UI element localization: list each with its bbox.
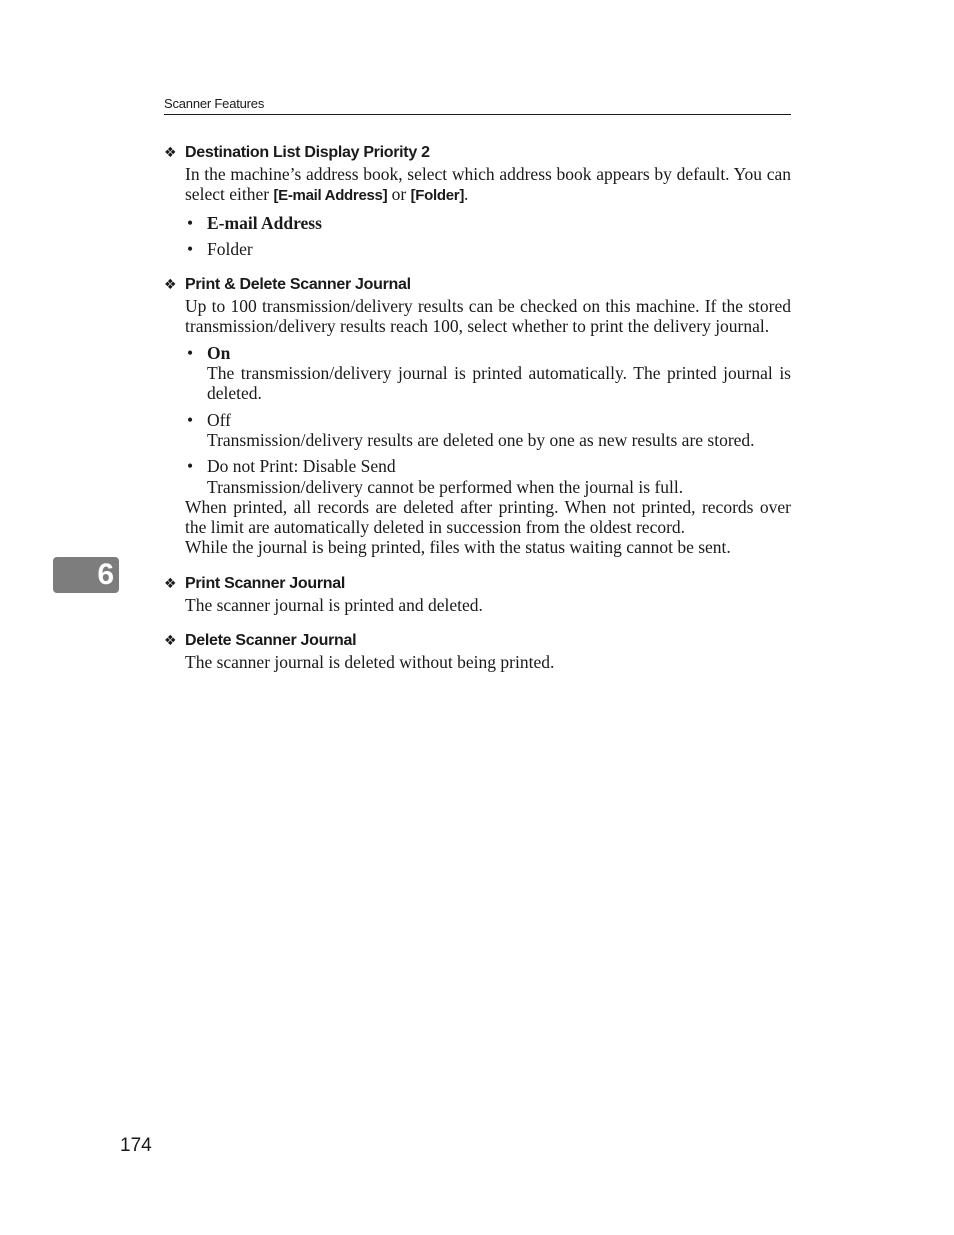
running-header: Scanner Features bbox=[164, 96, 265, 111]
page-content bbox=[164, 140, 791, 685]
option-description: Transmission/delivery cannot be performed when the journal is full. bbox=[207, 476, 684, 497]
list-item bbox=[185, 343, 791, 404]
paragraph: The scanner journal is deleted without being printed. bbox=[185, 652, 555, 673]
section-body bbox=[185, 164, 791, 259]
option-label: Off bbox=[207, 409, 231, 430]
option-label: Do not Print: Disable Send bbox=[207, 456, 396, 477]
paragraph: The scanner journal is printed and deleted. bbox=[185, 594, 483, 615]
diamond-bullet-icon: ❖ bbox=[164, 144, 177, 160]
paragraph: While the journal is being printed, files with the status waiting cannot be sent. bbox=[185, 537, 731, 558]
section-body bbox=[185, 296, 791, 558]
section-title: Print & Delete Scanner Journal bbox=[185, 276, 411, 294]
option-description: The transmission/delivery journal is printed automatically. The printed journal is deleted. bbox=[207, 363, 791, 404]
section-delete-journal bbox=[164, 628, 791, 672]
header-rule bbox=[164, 114, 791, 115]
text-run: . bbox=[464, 184, 469, 205]
option-list bbox=[185, 213, 791, 260]
chapter-tab bbox=[53, 557, 119, 593]
paragraph bbox=[185, 164, 791, 207]
key-email-address: [E-mail Address] bbox=[273, 187, 388, 205]
option-label: Folder bbox=[207, 238, 253, 259]
section-body bbox=[185, 652, 791, 672]
diamond-bullet-icon: ❖ bbox=[164, 574, 177, 591]
text-run: or bbox=[387, 184, 411, 205]
key-folder: [Folder] bbox=[410, 187, 465, 205]
section-print-journal bbox=[164, 571, 791, 615]
section-body bbox=[185, 595, 791, 615]
option-label: On bbox=[207, 342, 231, 363]
section-destination-list-priority bbox=[164, 140, 791, 259]
option-label: E-mail Address bbox=[207, 212, 322, 233]
section-heading bbox=[164, 140, 791, 164]
diamond-bullet-icon: ❖ bbox=[164, 632, 177, 649]
list-item bbox=[185, 456, 791, 497]
list-item bbox=[185, 213, 791, 233]
list-item bbox=[185, 239, 791, 259]
diamond-bullet-icon: ❖ bbox=[164, 276, 177, 293]
list-item bbox=[185, 410, 791, 451]
section-title: Delete Scanner Journal bbox=[185, 632, 357, 650]
chapter-number: 6 bbox=[97, 558, 114, 591]
section-heading bbox=[164, 571, 791, 595]
option-description: Transmission/delivery results are deleted one by one as new results are stored. bbox=[207, 429, 755, 450]
option-list bbox=[185, 343, 791, 497]
paragraph: When printed, all records are deleted after printing. When not printed, records over the limit are automatically deleted in succession from the oldest record. bbox=[185, 496, 791, 538]
page-number: 174 bbox=[120, 1135, 152, 1156]
paragraph: Up to 100 transmission/delivery results can be checked on this machine. If the stored transmission/delivery results reach 100, select whether to print the delivery journal. bbox=[185, 296, 791, 337]
section-title: Destination List Display Priority 2 bbox=[185, 144, 430, 161]
text-run: In the machine’s address book, select which address book appears by default. You can select either bbox=[185, 164, 791, 205]
section-title: Print Scanner Journal bbox=[185, 574, 345, 592]
section-heading bbox=[164, 272, 791, 296]
section-heading bbox=[164, 628, 791, 652]
section-print-delete-journal bbox=[164, 272, 791, 558]
